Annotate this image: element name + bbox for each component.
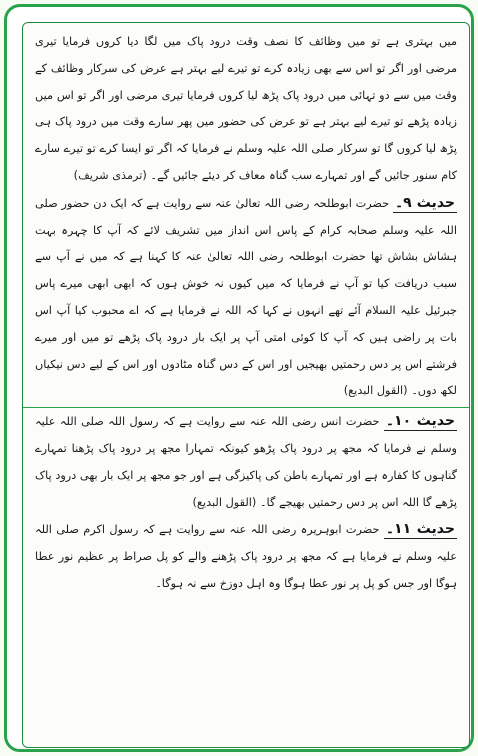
hadith-10-reference: (القول البدیع) — [192, 495, 257, 509]
hadith-10-title: حدیث ۱۰۔ — [385, 413, 455, 430]
text-panel — [22, 22, 470, 748]
hadith-9 — [35, 190, 457, 405]
section-intro — [35, 29, 457, 190]
hadith-9-reference: (القول البدیع) — [343, 384, 408, 398]
intro-text: میں بہتری ہے تو میں وظائف کا نصف وقت درود پاک میں لگا دیا کروں فرمایا تیری مرضی اور اگر تو اس سے بھی زیادہ کرے تو تیرے لیے بہتر ہے عرض کی سرکار وظائف کے وقت میں سے دو تہائی میں درود پاک پڑھ لیا کروں فرمایا تیری مرضی اور اگر تو اس میں زیادہ پڑھے تو تیرے لیے بہتر ہے تو عرض کی حضور میں پھر سارے وقت میں درود پاک ہی پڑھ لیا کروں گا تو سرکار صلی اللہ علیہ وسلم نے فرمایا کہ اگر تو ایسا کرے تو تیرے سارے کام سنور جائیں گے اور تمہارے سب گناہ معاف کر دیئے جائیں گے۔ — [35, 35, 457, 182]
hadith-10 — [35, 408, 457, 516]
hadith-11 — [35, 516, 457, 597]
intro-reference: (ترمذی شریف) — [73, 168, 147, 182]
hadith-11-title: حدیث ۱۱۔ — [385, 521, 455, 538]
hadith-10-text: حضرت انس رضی اللہ عنہ سے روایت ہے کہ رسول اللہ صلی اللہ علیہ وسلم نے فرمایا کہ مجھ پر درود پاک پڑھو کیونکہ تمہارا مجھ پر درود پاک پڑھنا تمہارے گناہوں کا کفارہ ہے اور تمہارے باطن کی پاکیزگی ہے اور جو مجھ پر ایک بار بھی درود پاک پڑھے گا اللہ اس پر دس رحمتیں بھیجے گا۔ — [35, 415, 457, 509]
hadith-9-title: حدیث ۹۔ — [394, 194, 455, 211]
page-frame — [4, 4, 474, 752]
hadith-11-text: حضرت ابوہریرہ رضی اللہ عنہ سے روایت ہے کہ رسول اکرم صلی اللہ علیہ وسلم نے فرمایا ہے کہ مجھ پر درود پاک پڑھنے والے کو پل صراط پر عظیم نور عطا ہوگا اور جس کو پل پر نور عطا ہوگا وہ اہل دوزخ سے نہ ہوگا۔ — [35, 523, 457, 590]
urdu-text-body — [23, 23, 469, 598]
hadith-9-text: حضرت ابوطلحہ رضی اللہ تعالیٰ عنہ سے روایت ہے کہ ایک دن حضور صلی اللہ علیہ وسلم صحابہ کرام کے پاس اس انداز میں تشریف لائے کہ آپ کا چہرہ بہت ہشاش بشاش تھا حضرت ابوطلحہ رضی اللہ تعالیٰ عنہ کا کہنا ہے کہ میں نے آپ سے سبب دریافت کیا تو آپ نے فرمایا کہ میں کیوں نہ خوش ہوں کہ ابھی ابھی میرے پاس جبرئیل علیہ السلام آئے تھے انہوں نے کہا کہ اللہ نے فرمایا ہے کہ اے محبوب کیا آپ اس بات پر راضی ہیں کہ آپ کا کوئی امتی آپ پر ایک بار درود پاک پڑھے تو میں اور میرے فرشتے اس پر دس رحمتیں بھیجیں اور اس کے دس گناہ مٹادوں اور اس کے لیے دس نیکیاں لکھ دوں۔ — [35, 196, 457, 398]
